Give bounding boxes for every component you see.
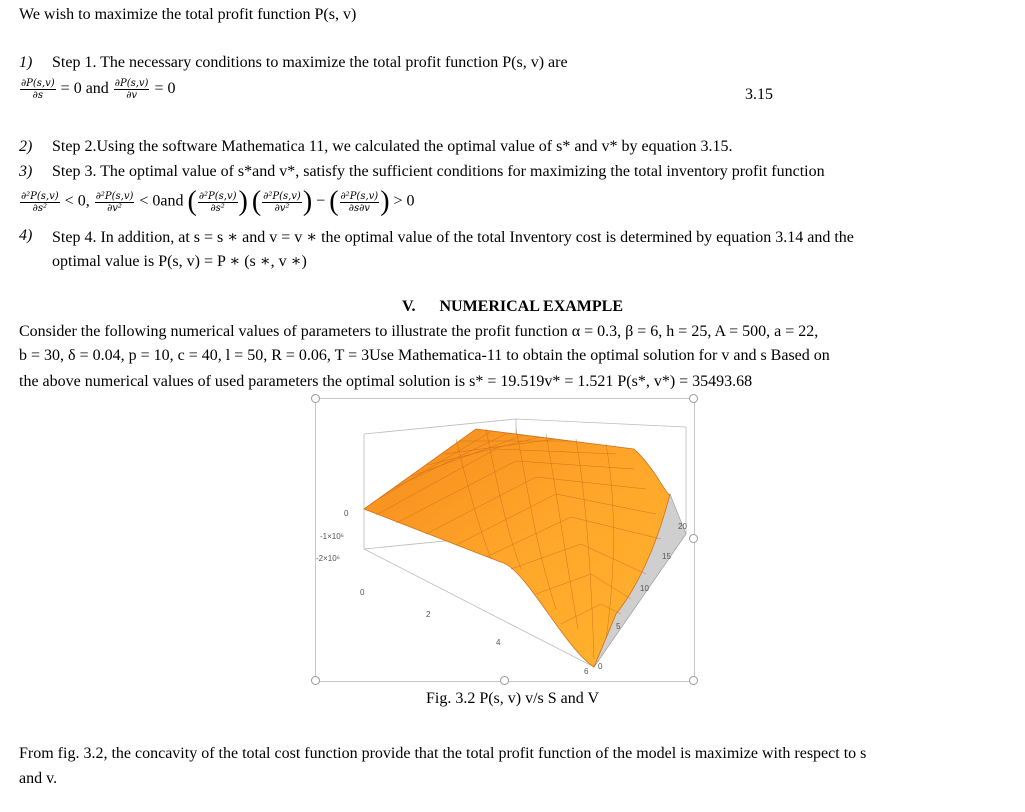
step4-line1: Step 4. In addition, at s = s ∗ and v = v ∗ the optimal value of the total Inventory cost is determined by equation 3.14 and the [52,229,854,246]
conclusion-line1: From fig. 3.2, the concavity of the total cost function provide that the total profit function of the model is maximize with respect to s [19,745,867,762]
step2-text: Step 2.Using the software Mathematica 11, we calculated the optimal value of s* and v* by equation 3.15. [52,138,733,155]
cond-b: < 0and [139,192,184,210]
y-tick-15: 15 [662,552,671,561]
step1-equation [19,78,176,101]
step3-number: 3) [19,163,33,180]
y-tick-5: 5 [616,622,621,631]
step1-eq-end: = 0 [154,80,176,98]
surface-plot [316,399,692,679]
step4-line2: optimal value is P(s, v) = P ∗ (s ∗, v ∗) [52,253,307,270]
example-line2: b = 30, δ = 0.04, p = 10, c = 40, l = 50, R = 0.06, T = 3Use Mathematica-11 to obtain the optimal solution for v and s Based on [19,347,830,364]
example-line1: Consider the following numerical values of parameters to illustrate the profit function α = 0.3, β = 6, h = 25, A = 500, a = 22, [19,323,819,340]
fraction-dP-dv: $\frac{\partial P(s,v)}{\partial v}$ [114,78,149,101]
step1-number: 1) [19,54,33,71]
y-tick-20: 20 [678,522,687,531]
z-tick-1: -1×10⁶ [320,532,344,541]
x-tick-4: 4 [496,638,501,647]
y-tick-0: 0 [598,662,603,671]
step1-text: Step 1. The necessary conditions to maximize the total profit function P(s, v) are [52,54,568,71]
cond-c: − [316,192,326,210]
step4-number: 4) [19,227,33,244]
section-heading: V. NUMERICAL EXAMPLE [401,298,624,315]
x-tick-2: 2 [426,610,431,619]
z-tick-2: -2×10⁶ [316,554,340,563]
cond-d: > 0 [393,192,415,210]
cond-a: < 0, [64,192,90,210]
fraction-d2P-ds2: $\frac{\text{∂²P(s,v)}}{\text{∂s²}}$ [21,190,59,214]
x-tick-6: 6 [584,667,589,676]
fraction-d2P-ds2-b: $\frac{\text{∂²P(s,v)}}{\text{∂s²}}$ [198,190,237,214]
fraction-dP-ds: $\frac{\partial P(s,v)}{\partial s}$ [21,78,55,101]
y-tick-10: 10 [640,584,649,593]
z-tick-0: 0 [344,509,349,518]
fraction-d2P-dsdv: $\frac{\text{∂²P(s,v)}}{\partial s\partial v}$ [340,190,379,214]
intro-text: We wish to maximize the total profit function P(s, v) [19,6,357,23]
step1-and: = 0 and [60,80,109,98]
step3-text: Step 3. The optimal value of s*and v*, satisfy the sufficient conditions for maximizing the total inventory profit function [52,163,825,180]
fraction-d2P-dv2-b: $\frac{\text{∂²P(s,v)}}{\text{∂v²}}$ [263,190,301,214]
step2-number: 2) [19,138,33,155]
equation-number: 3.15 [745,86,773,103]
figure-caption: Fig. 3.2 P(s, v) v/s S and V [425,690,600,707]
conclusion-line2: and v. [19,770,58,787]
step3-conditions: $\frac{\text{∂²P(s,v)}}{\text{∂s²}}$ < 0, $\frac{\text{∂²P(s,v)}}{\text{∂v²}}$ < 0and ( $\frac{\text{∂²P(s,v)}}{\text{∂s²}}$ ) ( $\frac{\text{∂²P(s,v)}}{\text{∂v²}}$ ) − ( $\frac{\text{∂²P(s,v)}}{\partial s\partial v}$ ) > 0 [21,186,415,217]
example-line3: the above numerical values of used parameters the optimal solution is s* = 19.519v* = 1.521 P(s*, v*) = 35493.68 [19,373,753,390]
surface [364,429,670,667]
x-tick-0: 0 [360,588,365,597]
fraction-d2P-dv2: $\frac{\text{∂²P(s,v)}}{\text{∂v²}}$ [95,190,134,214]
